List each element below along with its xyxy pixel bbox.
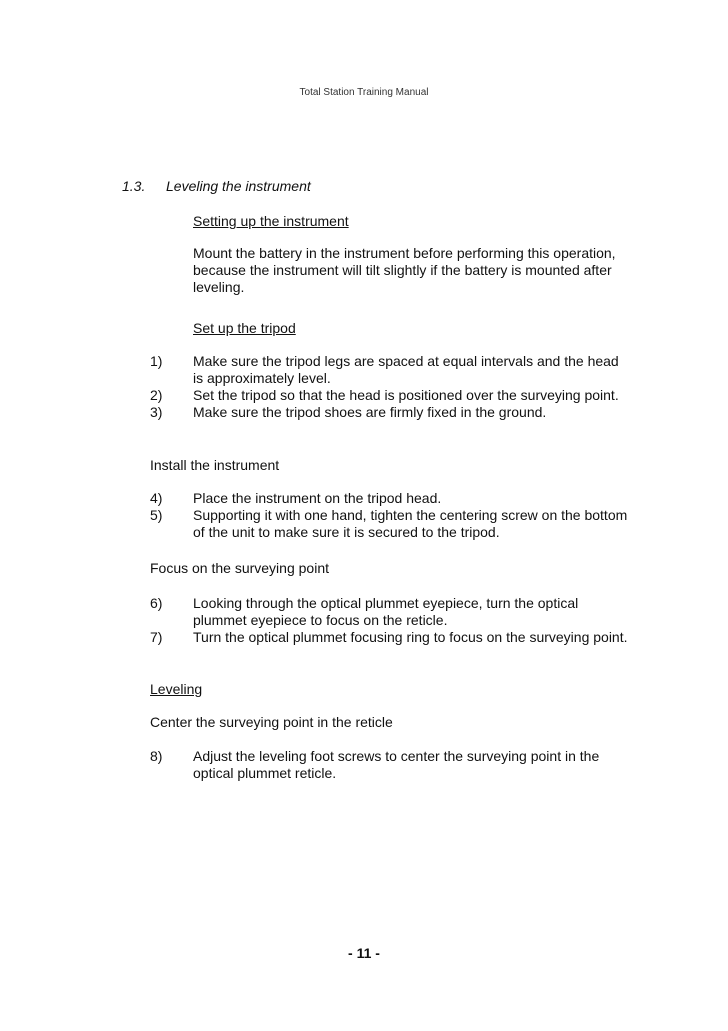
list-item <box>150 404 630 421</box>
install-steps <box>150 490 630 541</box>
section-number: 1.3. <box>122 178 146 194</box>
step-number: 8) <box>150 748 163 764</box>
setting-up-paragraph: Mount the battery in the instrument before performing this operation, because the instrument will tilt slightly if the battery is mounted after leveling. <box>193 245 616 295</box>
list-item <box>150 748 630 782</box>
list-item <box>150 629 630 646</box>
step-number: 1) <box>150 353 163 369</box>
step-text: Place the instrument on the tripod head. <box>193 490 442 506</box>
running-header: Total Station Training Manual <box>299 87 429 98</box>
step-number: 7) <box>150 629 163 645</box>
setting-up-heading: Setting up the instrument <box>193 213 349 229</box>
list-item <box>150 507 630 541</box>
step-text: Looking through the optical plummet eyepiece, turn the optical plummet eyepiece to focus on the reticle. <box>193 595 579 628</box>
step-text: Set the tripod so that the head is positioned over the surveying point. <box>193 387 619 403</box>
step-text: Make sure the tripod shoes are firmly fixed in the ground. <box>193 404 547 420</box>
tripod-heading: Set up the tripod <box>193 320 296 336</box>
focus-steps <box>150 595 630 646</box>
step-number: 3) <box>150 404 163 420</box>
step-text: Supporting it with one hand, tighten the centering screw on the bottom of the unit to make sure it is secured to the tripod. <box>193 507 628 540</box>
step-text: Make sure the tripod legs are spaced at equal intervals and the head is approximately level. <box>193 353 619 386</box>
focus-heading: Focus on the surveying point <box>150 560 329 576</box>
step-number: 2) <box>150 387 163 403</box>
page-number: - 11 - <box>348 945 380 961</box>
list-item <box>150 353 630 387</box>
step-text: Turn the optical plummet focusing ring to focus on the surveying point. <box>193 629 628 645</box>
install-heading: Install the instrument <box>150 457 280 473</box>
step-number: 5) <box>150 507 163 523</box>
section-title: Leveling the instrument <box>166 178 311 194</box>
tripod-steps <box>150 353 630 421</box>
step-number: 4) <box>150 490 163 506</box>
section-heading <box>122 178 311 194</box>
step-number: 6) <box>150 595 163 611</box>
list-item <box>150 387 630 404</box>
list-item <box>150 490 630 507</box>
leveling-subheading: Center the surveying point in the reticle <box>150 714 393 730</box>
step-text: Adjust the leveling foot screws to center the surveying point in the optical plummet reticle. <box>193 748 600 781</box>
leveling-heading: Leveling <box>150 681 203 697</box>
leveling-steps <box>150 748 630 782</box>
list-item <box>150 595 630 629</box>
